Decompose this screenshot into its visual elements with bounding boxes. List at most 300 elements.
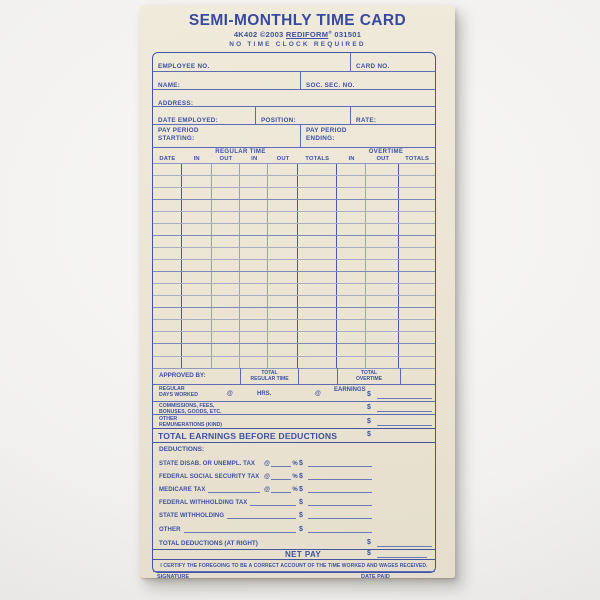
- time-entry-row: [153, 248, 435, 260]
- time-entry-cell: [399, 260, 435, 271]
- regular-time-group-label: REGULAR TIME: [215, 149, 266, 155]
- time-entry-cell: [298, 188, 337, 199]
- time-entry-cell: [399, 344, 435, 355]
- deduction-row: [159, 509, 372, 519]
- amount-fill-line: [308, 472, 372, 480]
- time-entry-cell: [182, 308, 212, 319]
- time-card: [140, 5, 455, 578]
- time-entry-cell: [240, 272, 268, 283]
- col-date: DATE: [159, 155, 176, 162]
- amount-fill-line: [377, 557, 427, 558]
- time-entry-cell: [399, 357, 435, 368]
- time-entry-cell: [366, 212, 399, 223]
- total-overtime-cell: [338, 368, 401, 384]
- time-entry-cell: [366, 308, 399, 319]
- approved-by-label: APPROVED BY:: [159, 372, 206, 380]
- time-entry-cell: [153, 332, 182, 343]
- time-entry-cell: [212, 164, 241, 175]
- time-entry-cell: [268, 164, 298, 175]
- time-entry-cell: [153, 176, 182, 187]
- time-entry-cell: [399, 320, 435, 331]
- time-entry-cell: [212, 224, 241, 235]
- time-entry-cell: [182, 344, 212, 355]
- time-entry-cell: [399, 212, 435, 223]
- time-entry-cell: [153, 200, 182, 211]
- time-entry-cell: [182, 332, 212, 343]
- time-entry-cell: [366, 176, 399, 187]
- col-out-1: OUT: [219, 155, 233, 162]
- time-entry-cell: [212, 308, 241, 319]
- time-entry-row: [153, 188, 435, 200]
- total-earnings-label: TOTAL EARNINGS BEFORE DEDUCTIONS: [158, 431, 338, 442]
- amount-fill-line: [377, 398, 432, 399]
- time-entry-cell: [153, 188, 182, 199]
- time-entry-cell: [337, 344, 367, 355]
- time-entry-cell: [366, 357, 399, 368]
- product-code: 4K402: [233, 30, 258, 39]
- percent-symbol: %: [292, 460, 298, 467]
- time-entry-cell: [153, 272, 182, 283]
- time-entry-cell: [153, 344, 182, 355]
- column-group-row: [153, 148, 435, 156]
- time-entry-cell: [337, 200, 367, 211]
- time-entry-cell: [268, 224, 298, 235]
- total-earnings-row: [153, 428, 435, 443]
- time-entry-cell: [268, 212, 298, 223]
- name-ssn-row: [153, 72, 435, 90]
- time-entry-cell: [268, 308, 298, 319]
- time-entry-cell: [399, 200, 435, 211]
- time-entry-cell: [399, 248, 435, 259]
- time-entry-cell: [153, 212, 182, 223]
- ssn-label: SOC. SEC. NO.: [306, 82, 355, 89]
- address-field: [153, 90, 435, 106]
- time-entry-row: [153, 344, 435, 356]
- time-entry-cell: [268, 357, 298, 368]
- time-entry-cell: [298, 357, 337, 368]
- percent-fill-line: [271, 485, 291, 493]
- time-entry-cell: [268, 236, 298, 247]
- time-entry-cell: [212, 332, 241, 343]
- net-pay-label: NET PAY: [285, 550, 322, 560]
- col-in-1: IN: [193, 155, 200, 162]
- time-entry-cell: [337, 188, 367, 199]
- time-entry-cell: [240, 236, 268, 247]
- time-entry-cell: [298, 272, 337, 283]
- amount-fill-line: [308, 498, 372, 506]
- employee-no-label: EMPLOYEE NO.: [158, 63, 210, 70]
- time-entry-cell: [298, 212, 337, 223]
- time-entry-row: [153, 357, 435, 369]
- time-entry-cell: [399, 296, 435, 307]
- time-entry-cell: [268, 284, 298, 295]
- time-entry-cell: [153, 224, 182, 235]
- regular-total-entry-cell: [299, 368, 338, 384]
- time-entry-cell: [153, 164, 182, 175]
- time-entry-cell: [153, 236, 182, 247]
- time-entry-cell: [298, 164, 337, 175]
- time-entry-cell: [268, 176, 298, 187]
- fill-in-line: [184, 525, 297, 533]
- time-entry-cell: [212, 357, 241, 368]
- time-entry-cell: [240, 344, 268, 355]
- time-entry-cell: [153, 357, 182, 368]
- time-entry-cell: [366, 164, 399, 175]
- time-entry-row: [153, 272, 435, 284]
- dollar-sign: $: [299, 512, 303, 520]
- time-entry-cell: [366, 236, 399, 247]
- col-out-2: OUT: [276, 155, 290, 162]
- signature-label: SIGNATURE: [157, 574, 189, 580]
- deduction-row: [159, 523, 372, 533]
- ending-label: ENDING:: [306, 135, 335, 142]
- time-entry-cell: [366, 344, 399, 355]
- time-entry-cell: [298, 284, 337, 295]
- time-entry-cell: [366, 332, 399, 343]
- time-entry-cell: [153, 248, 182, 259]
- dollar-sign: $: [367, 539, 371, 547]
- deductions-header: DEDUCTIONS:: [159, 446, 205, 454]
- time-entry-cell: [268, 272, 298, 283]
- time-entry-cell: [212, 296, 241, 307]
- time-entry-cell: [240, 357, 268, 368]
- time-entry-cell: [182, 320, 212, 331]
- col-out-overtime: OUT: [376, 155, 390, 162]
- other-remunerations-label: OTHER REMUNERATIONS (KIND): [159, 416, 223, 429]
- time-entry-cell: [153, 284, 182, 295]
- card-no-field: [351, 53, 435, 71]
- time-entry-cell: [298, 236, 337, 247]
- registered-mark: ®: [328, 30, 332, 35]
- total-deductions-row: [153, 537, 435, 550]
- time-entry-cell: [240, 176, 268, 187]
- time-entry-cell: [212, 236, 241, 247]
- time-entry-cell: [268, 260, 298, 271]
- time-entry-cell: [240, 332, 268, 343]
- deduction-label: FEDERAL WITHHOLDING TAX: [159, 500, 248, 507]
- dollar-sign: $: [367, 404, 371, 412]
- time-entry-cell: [366, 248, 399, 259]
- time-entry-row: [153, 224, 435, 236]
- time-entry-cell: [182, 188, 212, 199]
- dollar-sign: $: [299, 473, 303, 481]
- time-entry-cell: [298, 344, 337, 355]
- deduction-label: STATE DISAB. OR UNEMPL. TAX: [159, 460, 256, 467]
- time-entry-cell: [337, 320, 367, 331]
- name-label: NAME:: [158, 82, 181, 89]
- time-entry-cell: [337, 357, 367, 368]
- time-entry-cell: [337, 272, 367, 283]
- time-entry-cell: [212, 176, 241, 187]
- dollar-sign: $: [299, 486, 303, 494]
- time-entry-cell: [337, 248, 367, 259]
- pay-period-starting-field: [153, 125, 301, 147]
- regular-days-worked-row: [153, 385, 435, 402]
- time-entry-cell: [399, 188, 435, 199]
- time-entry-cell: [240, 284, 268, 295]
- earnings-label: EARNINGS: [334, 387, 366, 394]
- total-overtime-label: TOTAL OVERTIME: [355, 370, 383, 382]
- dollar-sign: $: [299, 525, 303, 533]
- position-label: POSITION:: [261, 117, 296, 124]
- address-label: ADDRESS:: [158, 100, 194, 107]
- time-entry-cell: [399, 224, 435, 235]
- time-entry-cell: [212, 272, 241, 283]
- time-entry-cell: [337, 224, 367, 235]
- time-entry-cell: [153, 296, 182, 307]
- time-entry-cell: [240, 188, 268, 199]
- deduction-label: OTHER: [159, 526, 181, 533]
- total-regular-time-cell: [241, 368, 299, 384]
- overtime-group-label: OVERTIME: [368, 149, 404, 155]
- time-entry-cell: [268, 332, 298, 343]
- time-entry-cell: [399, 272, 435, 283]
- amount-fill-line: [308, 511, 372, 519]
- pay-period-ending-field: [301, 125, 435, 147]
- amount-fill-line: [377, 546, 432, 547]
- product-code-line: [140, 30, 455, 39]
- date-paid-label: DATE PAID: [361, 574, 390, 580]
- other-remunerations-row: [153, 415, 435, 428]
- time-entry-cell: [298, 260, 337, 271]
- employment-row: [153, 107, 435, 125]
- time-entry-cell: [212, 188, 241, 199]
- time-entry-row: [153, 320, 435, 332]
- time-entry-cell: [240, 248, 268, 259]
- percent-fill-line: [271, 459, 291, 467]
- time-entry-row: [153, 212, 435, 224]
- time-entry-cell: [298, 296, 337, 307]
- timecard-header: [153, 148, 435, 164]
- time-entry-cell: [268, 344, 298, 355]
- time-entry-cell: [182, 176, 212, 187]
- time-entry-cell: [366, 200, 399, 211]
- time-entry-cell: [182, 200, 212, 211]
- time-entry-row: [153, 164, 435, 176]
- time-entry-cell: [240, 308, 268, 319]
- time-entry-cell: [153, 308, 182, 319]
- amount-fill-line: [377, 411, 432, 412]
- time-entry-cell: [399, 308, 435, 319]
- date-employed-label: DATE EMPLOYED:: [158, 117, 219, 124]
- dollar-sign: $: [299, 499, 303, 507]
- net-pay-row: [153, 550, 435, 560]
- time-entry-cell: [182, 224, 212, 235]
- time-entry-cell: [153, 320, 182, 331]
- time-entry-cell: [366, 188, 399, 199]
- at-symbol: @: [227, 391, 233, 398]
- at-symbol: @: [264, 460, 270, 467]
- time-entry-cell: [366, 284, 399, 295]
- dollar-sign: $: [299, 459, 303, 467]
- card-title: SEMI-MONTHLY TIME CARD: [188, 12, 407, 29]
- time-entry-cell: [298, 224, 337, 235]
- time-entry-cell: [399, 332, 435, 343]
- time-entry-cell: [298, 248, 337, 259]
- pay-period-row: [153, 125, 435, 148]
- time-entry-cell: [212, 248, 241, 259]
- deduction-rows: [153, 453, 435, 537]
- rate-field: [351, 107, 435, 124]
- time-entry-cell: [337, 212, 367, 223]
- time-entry-cell: [212, 212, 241, 223]
- deduction-label: MEDICARE TAX: [159, 487, 206, 494]
- ssn-field: [301, 72, 435, 89]
- time-entry-cell: [182, 357, 212, 368]
- product-number: 031501: [334, 30, 362, 39]
- time-entry-row: [153, 236, 435, 248]
- timecard-body: [153, 164, 435, 368]
- deduction-row: [159, 470, 372, 480]
- dollar-sign: $: [367, 431, 371, 439]
- time-entry-cell: [337, 176, 367, 187]
- amount-fill-line: [377, 425, 432, 426]
- pay-period-label: PAY PERIOD: [158, 127, 199, 134]
- deduction-row: [159, 457, 372, 467]
- address-row: [153, 90, 435, 107]
- starting-label: STARTING:: [158, 135, 195, 142]
- name-field: [153, 72, 301, 89]
- date-employed-field: [153, 107, 256, 124]
- time-entry-cell: [337, 164, 367, 175]
- col-totals-overtime: TOTALS: [405, 155, 430, 162]
- deductions-section: [153, 443, 435, 537]
- time-entry-cell: [366, 260, 399, 271]
- time-entry-cell: [337, 236, 367, 247]
- percent-symbol: %: [292, 487, 298, 494]
- total-deductions-label: TOTAL DEDUCTIONS (AT RIGHT): [159, 540, 258, 548]
- time-entry-cell: [337, 332, 367, 343]
- hrs-label: HRS.: [257, 391, 272, 398]
- deduction-row: [159, 483, 372, 493]
- time-entry-row: [153, 308, 435, 320]
- amount-fill-line: [308, 485, 372, 493]
- percent-fill-line: [271, 472, 291, 480]
- time-entry-cell: [240, 320, 268, 331]
- approved-by-cell: [153, 368, 241, 384]
- time-entry-cell: [337, 260, 367, 271]
- employee-card-row: [153, 53, 435, 72]
- deduction-label: STATE WITHHOLDING: [159, 513, 225, 520]
- time-entry-row: [153, 284, 435, 296]
- at-symbol: @: [264, 487, 270, 494]
- time-entry-cell: [182, 260, 212, 271]
- copyright-text: ©2003: [259, 30, 284, 39]
- time-entry-cell: [212, 284, 241, 295]
- time-entry-cell: [268, 188, 298, 199]
- time-entry-row: [153, 296, 435, 308]
- time-entry-cell: [153, 260, 182, 271]
- time-entry-cell: [212, 260, 241, 271]
- deduction-label: FEDERAL SOCIAL SECURITY TAX: [159, 474, 260, 481]
- time-entry-cell: [399, 236, 435, 247]
- card-no-label: CARD NO.: [356, 63, 390, 70]
- deduction-row: [159, 496, 372, 506]
- overtime-total-entry-cell: [401, 368, 435, 384]
- time-entry-cell: [298, 176, 337, 187]
- time-entry-cell: [240, 260, 268, 271]
- time-entry-cell: [182, 272, 212, 283]
- time-entry-cell: [182, 248, 212, 259]
- time-entry-cell: [240, 200, 268, 211]
- position-field: [256, 107, 351, 124]
- time-entry-cell: [337, 284, 367, 295]
- time-entry-cell: [399, 284, 435, 295]
- rate-label: RATE:: [356, 117, 377, 124]
- time-entry-cell: [268, 248, 298, 259]
- time-entry-cell: [212, 344, 241, 355]
- time-entry-cell: [240, 296, 268, 307]
- time-entry-cell: [182, 212, 212, 223]
- time-entry-cell: [182, 164, 212, 175]
- total-regular-time-label: TOTAL REGULAR TIME: [250, 370, 289, 382]
- time-entry-cell: [212, 320, 241, 331]
- form-border-box: [152, 52, 436, 580]
- time-entry-cell: [366, 296, 399, 307]
- col-in-overtime: IN: [348, 155, 355, 162]
- time-entry-row: [153, 200, 435, 212]
- time-entry-cell: [268, 200, 298, 211]
- at-symbol: @: [315, 391, 321, 398]
- fill-in-line: [208, 485, 260, 493]
- time-entry-cell: [298, 200, 337, 211]
- at-symbol: @: [264, 474, 270, 481]
- certification-row: [153, 560, 435, 572]
- time-entry-cell: [337, 296, 367, 307]
- time-entry-cell: [366, 224, 399, 235]
- time-entry-cell: [182, 296, 212, 307]
- time-entry-row: [153, 332, 435, 344]
- regular-days-worked-label: REGULAR DAYS WORKED: [159, 386, 199, 399]
- time-entry-cell: [399, 176, 435, 187]
- time-entry-cell: [240, 212, 268, 223]
- time-entry-cell: [240, 224, 268, 235]
- column-label-row: [153, 156, 435, 164]
- brand-logo: REDIFORM: [285, 30, 329, 39]
- time-entry-cell: [240, 164, 268, 175]
- dollar-sign: $: [367, 550, 371, 558]
- time-entry-cell: [298, 332, 337, 343]
- time-entry-cell: [366, 320, 399, 331]
- approved-by-row: [153, 368, 435, 385]
- amount-fill-line: [308, 459, 372, 467]
- certification-text: I CERTIFY THE FOREGOING TO BE A CORRECT ACCOUNT OF THE TIME WORKED AND WAGES RECEIVED.: [160, 563, 428, 570]
- fill-in-line: [250, 498, 296, 506]
- pay-period-label: PAY PERIOD: [306, 127, 347, 134]
- commissions-label: COMMISSIONS, FEES, BONUSES, GOODS, ETC.: [159, 403, 222, 416]
- time-entry-cell: [182, 236, 212, 247]
- time-entry-cell: [298, 320, 337, 331]
- time-entry-cell: [212, 200, 241, 211]
- employee-no-field: [153, 53, 351, 71]
- time-entry-cell: [337, 308, 367, 319]
- col-totals-regular: TOTALS: [305, 155, 330, 162]
- dollar-sign: $: [367, 418, 371, 426]
- time-entry-row: [153, 176, 435, 188]
- percent-symbol: %: [292, 474, 298, 481]
- time-entry-row: [153, 260, 435, 272]
- card-subtitle: NO TIME CLOCK REQUIRED: [229, 41, 366, 48]
- dollar-sign: $: [367, 391, 371, 399]
- time-entry-cell: [268, 296, 298, 307]
- amount-fill-line: [308, 525, 372, 533]
- time-entry-cell: [268, 320, 298, 331]
- time-entry-cell: [182, 284, 212, 295]
- col-in-2: IN: [251, 155, 258, 162]
- time-entry-cell: [298, 308, 337, 319]
- fill-in-line: [227, 511, 296, 519]
- commissions-row: [153, 402, 435, 415]
